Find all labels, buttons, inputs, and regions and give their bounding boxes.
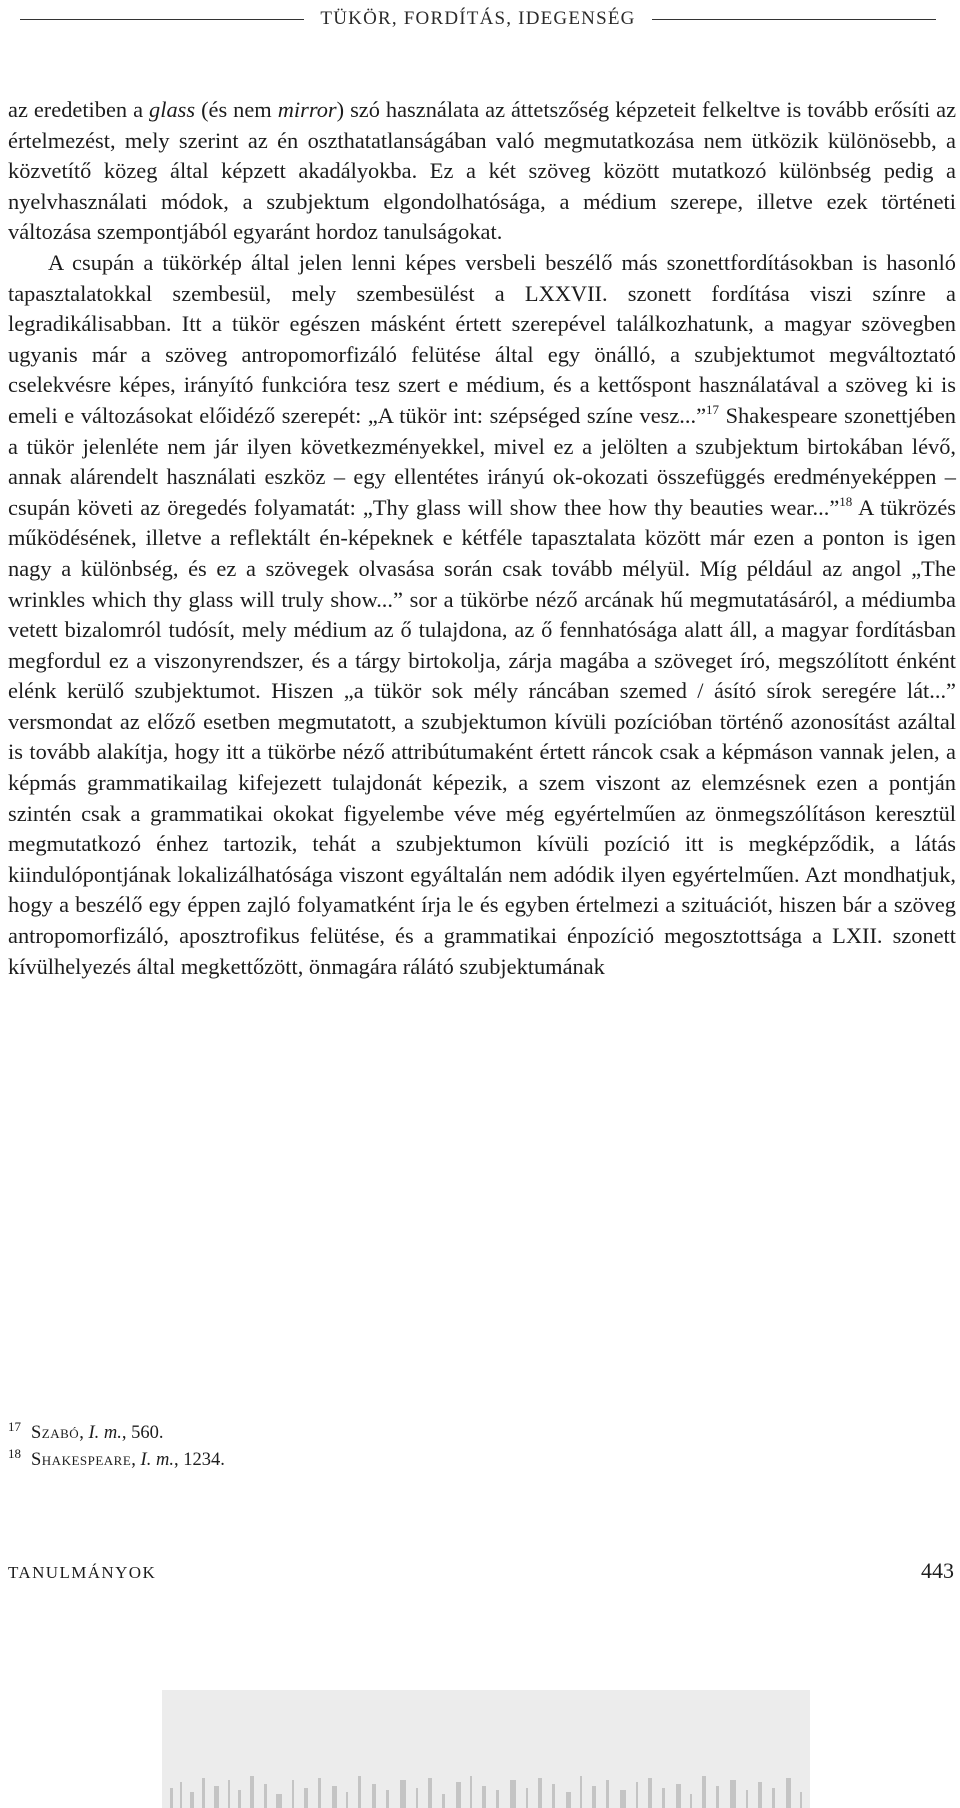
footnote-separator: , — [131, 1450, 141, 1470]
footnote-ref: I. m. — [88, 1423, 122, 1443]
footnote-ref: I. m. — [140, 1450, 174, 1470]
body-text — [8, 95, 956, 982]
paragraph-2-text-c: A tükrözés működésének, illetve a reflektált én-képeknek e kétféle tapasztalata között már ezen a ponton is igen nagy a különbség, és ez a szövegek olvasása során csak tovább mélyül. Míg például az angol „The wrinkles which thy glass will truly show...” sor a tükörbe néző arcának hű megmutatásáról, a médiumba vetett bizalomról tudósít, mely médium az ő tulajdona, az ő fennhatósága alatt áll, a magyar fordításban megfordul ez a viszonyrendszer, és a tárgy birtokolja, zárja magába a szöveget író, megszólított énként elénk kerülő szubjektumot. Hiszen „a tükör sok mély ráncában szemed / ásító sírok seregére lát...” versmondat az előző esetben megmutatott, a szubjektumon kívüli pozícióban történő azonosítást azáltal is tovább alakítja, hogy itt a tükörbe néző attribútumaként értett ráncok csak a képmáson vannak jelen, a képmás grammatikailag kifejezett tulajdonát képezik, a szem viszont az elemzésnek ezen a pontján szintén csak a grammatikai okokat figyelembe véve még egyértelműen az önmegszólításon keresztül megmutatkozó énhez tartozik, tehát a szubjektumon kívüli pozíció itt is megképződik, a látás kiindulópontjának lokalizálhatósága viszont egyáltalán nem adódik ilyen egyértelműen. Azt mondhatjuk, hogy a beszélő egy éppen zajló folyamatként írja le és egyben értelmezi a szituációt, hiszen bár a szöveg antropomorfizáló, aposztrofikus felütése, és a grammatikai énpozíció megosztottsága a LXII. szonett kívülhelyezés által megkettőzött, önmagára rálátó szubjektumának — [8, 494, 956, 979]
paragraph-2-text-b: Shakespeare szonettjében a tükör jelenléte nem jár ilyen következményekkel, mivel ez a jelölten a szubjektum birtokában lévő, annak alárendelt használati eszköz – egy ellentétes irányú ok-okozati összefüggés eredményeképpen – csupán követi az öregedés folyamatát: „Thy glass will show thee how thy beauties wear...” — [8, 402, 956, 520]
paragraph-2-text-a: A csupán a tükörkép által jelen lenni képes versbeli beszélő más szonettfordításokban is hasonló tapasztalatokkal szembesül, mely szembesülést a LXXVII. szonett fordítása viszi színre a legradikálisabban. Itt a tükör egészen másként értett szerepével találkozhatunk, a magyar szövegben ugyanis már a szöveg antropomorfizáló felütése által egy önálló, a szubjektumot megváltoztató cselekvésre képes, irányító funkcióra tesz szert e médium, és a kettőspont használatával a szöveg ki is emeli e változásokat előidéző szerepét: „A tükör int: szépséged színe vesz...” — [8, 249, 956, 428]
footnote-author: Shakespeare — [31, 1450, 132, 1470]
footnote-number: 18 — [8, 1446, 21, 1461]
footnote-18 — [8, 1447, 708, 1474]
footnote-author: Szabó — [31, 1423, 80, 1443]
paragraph-1-text-a: az eredetiben a — [8, 97, 150, 122]
running-head — [0, 4, 960, 34]
scan-watermark-image — [162, 1690, 810, 1808]
footnote-page: , 560. — [121, 1423, 164, 1443]
mirror-term: mirror — [277, 97, 337, 122]
running-head-rule-right — [652, 19, 936, 20]
paragraph-1-text-b: (és nem — [195, 97, 278, 122]
journal-section-name: TANULMÁNYOK — [8, 1563, 157, 1582]
footnote-ref-18[interactable]: 18 — [839, 493, 853, 509]
footnote-ref-17[interactable]: 17 — [706, 401, 720, 417]
page-number: 443 — [921, 1558, 954, 1583]
watermark-glyph-strokes — [170, 1776, 802, 1808]
paragraph-1 — [8, 95, 956, 248]
running-head-title: TÜKÖR, FORDÍTÁS, IDEGENSÉG — [320, 8, 636, 29]
paragraph-1-text-c: ) szó használata az áttetszőség képzeteit felkeltve is tovább erősíti az értelmezést, mely szerint az én oszthatatlanságában való megmutatkozása nem ütközik különösebb, a közvetítő közeg által képzett akadályokba. Ez a két szöveg között mutatkozó különbség pedig a nyelvhasználati módok, a szubjektum elgondolhatósága, a médium szerepe, illetve ezek történeti változása szempontjából egyaránt hordoz tanulságokat. — [8, 97, 957, 245]
footnote-number: 17 — [8, 1419, 21, 1434]
glass-term: glass — [149, 97, 196, 122]
running-head-rule-left — [20, 19, 304, 20]
footnote-17 — [8, 1420, 708, 1447]
footnote-page: , 1234. — [173, 1450, 225, 1470]
footnotes — [8, 1420, 708, 1474]
footnote-separator: , — [79, 1423, 89, 1443]
scan-watermark-graphic — [162, 1690, 810, 1808]
paragraph-2 — [8, 248, 956, 982]
page-footer — [8, 1558, 958, 1584]
